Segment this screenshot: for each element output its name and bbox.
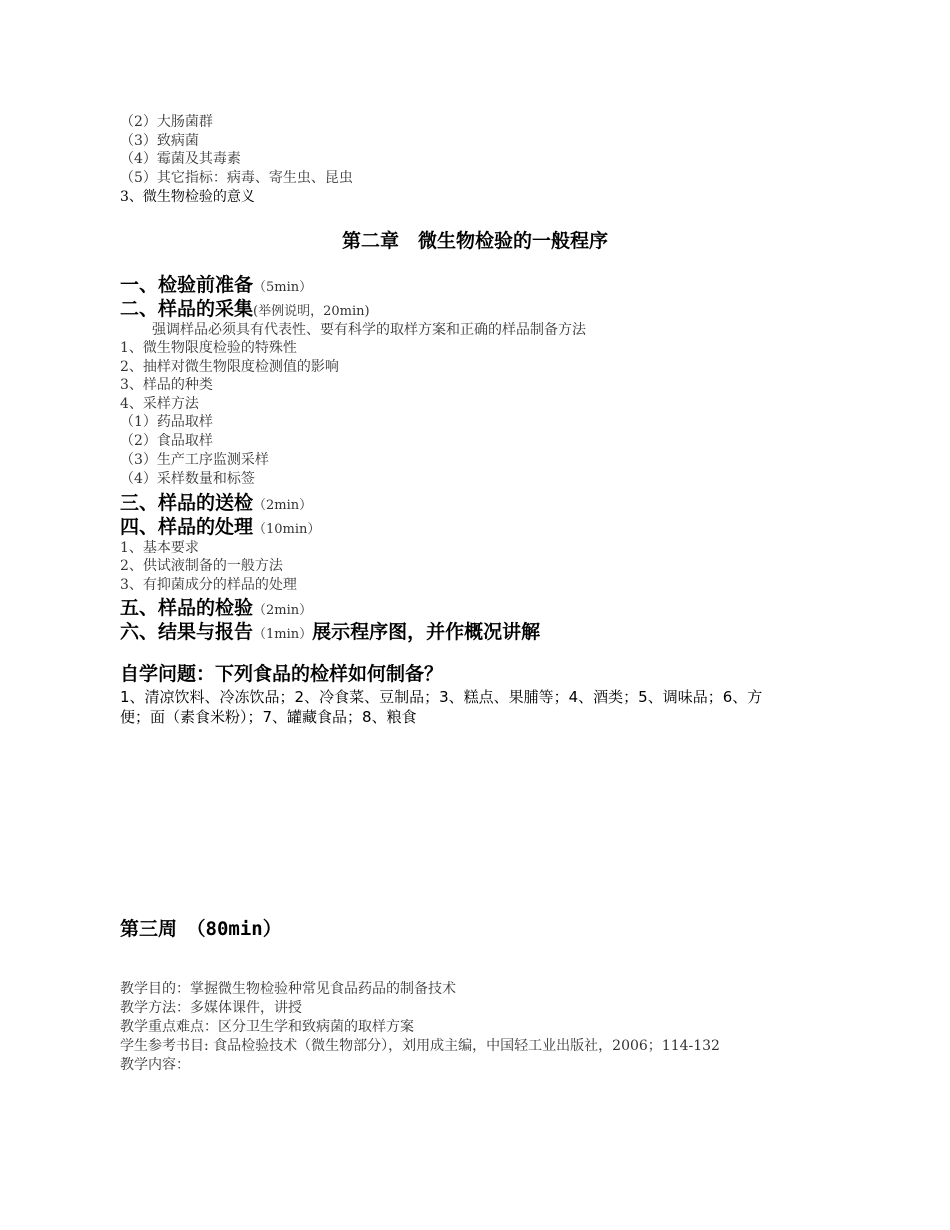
- chapter-title: [0, 229, 950, 253]
- list-item: （2）食品取样: [120, 433, 213, 449]
- section-note: (举例说明，20min): [253, 304, 370, 319]
- section-heading: [120, 620, 540, 647]
- list-item: （3）生产工序监测采样: [120, 452, 269, 468]
- section-title: 二、样品的采集: [120, 298, 254, 320]
- section-heading: [120, 297, 370, 324]
- list-item: 3、样品的种类: [120, 377, 213, 393]
- list-item: （4）霉菌及其毒素: [120, 151, 241, 167]
- self-study-line: 便；面（素食米粉）；7、罐藏食品；8、粮食: [120, 708, 417, 726]
- list-item: 1、微生物限度检验的特殊性: [120, 340, 297, 356]
- list-item: 3、微生物检验的意义: [120, 189, 255, 205]
- section-heading: [120, 515, 320, 542]
- section-tail: 展示程序图，并作概况讲解: [312, 621, 541, 643]
- list-item: 3、有抑菌成分的样品的处理: [120, 577, 297, 593]
- section-note: （10min）: [253, 522, 321, 537]
- week-title: 第三周 （80min）: [120, 918, 282, 940]
- section-title: 五、样品的检验: [120, 597, 254, 619]
- teaching-objective: 教学目的：掌握微生物检验种常见食品药品的制备技术: [120, 981, 456, 997]
- section-title: 一、检验前准备: [120, 274, 254, 296]
- list-item: 1、基本要求: [120, 540, 199, 556]
- section-heading: [120, 273, 312, 300]
- list-item: （1）药品取样: [120, 414, 213, 430]
- section-note: （5min）: [253, 280, 313, 295]
- teaching-key-points: 教学重点难点：区分卫生学和致病菌的取样方案: [120, 1019, 414, 1035]
- reference-books: 学生参考书目: 食品检验技术（微生物部分），刘用成主编，中国轻工业出版社，2006；114-132: [120, 1038, 720, 1054]
- list-item: （5）其它指标：病毒、寄生虫、昆虫: [120, 170, 353, 186]
- self-study-line: 1、清凉饮料、冷冻饮品；2、冷食菜、豆制品；3、糕点、果脯等；4、酒类；5、调味品；6、方: [120, 688, 763, 706]
- teaching-content: 教学内容：: [120, 1057, 190, 1073]
- section-title: 三、样品的送检: [120, 492, 254, 514]
- section-note: （2min）: [253, 603, 313, 618]
- self-study-title: 自学问题：下列食品的检样如何制备？: [120, 663, 444, 685]
- emphasis-text: 强调样品必须具有代表性、要有科学的取样方案和正确的样品制备方法: [152, 322, 586, 338]
- list-item: 4、采样方法: [120, 396, 199, 412]
- list-item: （4）采样数量和标签: [120, 471, 255, 487]
- section-note: （2min）: [253, 498, 313, 513]
- section-title: 六、结果与报告: [120, 621, 254, 643]
- list-item: （3）致病菌: [120, 133, 199, 149]
- section-title: 四、样品的处理: [120, 516, 254, 538]
- list-item: （2）大肠菌群: [120, 114, 213, 130]
- section-heading: [120, 491, 312, 518]
- chapter-title-text: 第二章 微生物检验的一般程序: [341, 230, 608, 252]
- list-item: 2、抽样对微生物限度检测值的影响: [120, 359, 339, 375]
- section-note: （1min）: [253, 627, 313, 642]
- section-heading: [120, 596, 312, 623]
- teaching-method: 教学方法：多媒体课件，讲授: [120, 1000, 302, 1016]
- list-item: 2、供试液制备的一般方法: [120, 558, 283, 574]
